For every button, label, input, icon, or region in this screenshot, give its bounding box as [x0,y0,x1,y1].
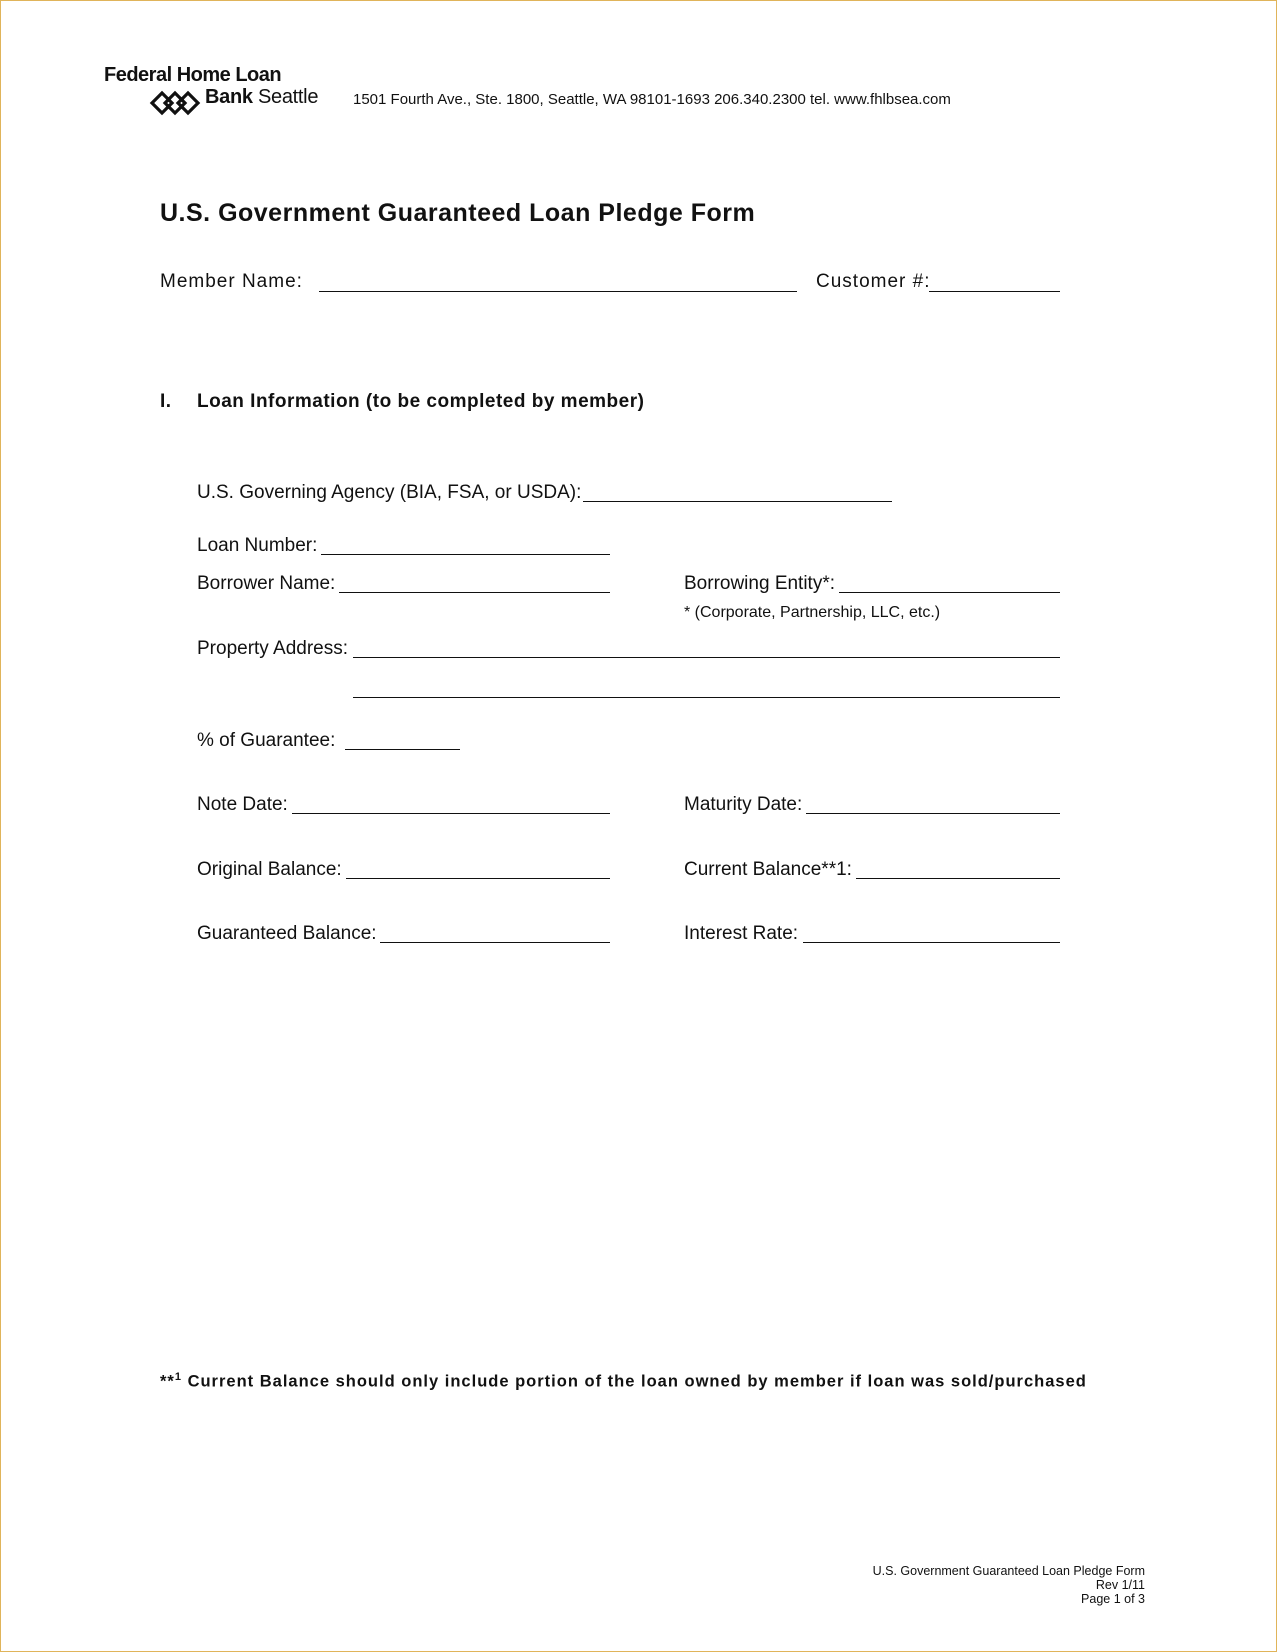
loan-number-label: Loan Number: [197,535,318,556]
footer-rev: Rev 1/11 [1095,1578,1145,1592]
footnote-sup: 1 [174,1371,182,1383]
customer-number-label: Customer #: [816,271,931,292]
header-address: 1501 Fourth Ave., Ste. 1800, Seattle, WA 98101-1693 206.340.2300 tel. www.fhlbsea.com [353,91,951,108]
maturity-date-field[interactable] [806,813,1060,814]
logo-line2 [205,86,318,109]
current-balance-label: Current Balance**1: [684,859,852,880]
customer-number-field[interactable] [929,291,1060,292]
original-balance-field[interactable] [346,878,610,879]
agency-field[interactable] [583,501,892,502]
logo-mark-icon [149,88,201,118]
logo-bank: Bank [205,86,253,108]
property-address-field-1[interactable] [353,657,1060,658]
original-balance-label: Original Balance: [197,859,342,880]
footnote-text: Current Balance should only include portion of the loan owned by member if loan was sold/purchased [187,1372,1087,1391]
borrower-name-field[interactable] [339,592,610,593]
guarantee-percent-label: % of Guarantee: [197,730,336,751]
property-address-field-2[interactable] [353,697,1060,698]
footer-page: Page 1 of 3 [1081,1592,1145,1606]
member-name-label: Member Name: [160,271,303,292]
guaranteed-balance-field[interactable] [380,942,610,943]
borrower-name-label: Borrower Name: [197,573,336,594]
note-date-field[interactable] [292,813,610,814]
section-title: Loan Information (to be completed by member) [197,391,645,412]
interest-rate-field[interactable] [803,942,1060,943]
logo-line1: Federal Home Loan [104,64,282,86]
loan-number-field[interactable] [321,554,610,555]
footnote-marker: ** [160,1372,175,1391]
current-balance-field[interactable] [856,878,1060,879]
borrowing-entity-field[interactable] [839,592,1060,593]
property-address-label: Property Address: [197,638,349,659]
entity-note: * (Corporate, Partnership, LLC, etc.) [684,604,941,621]
footnote [160,1371,1087,1392]
footer-form-name: U.S. Government Guaranteed Loan Pledge Form [872,1564,1145,1578]
borrowing-entity-label: Borrowing Entity*: [684,573,836,594]
guaranteed-balance-label: Guaranteed Balance: [197,923,377,944]
maturity-date-label: Maturity Date: [684,794,803,815]
member-name-field[interactable] [319,291,797,292]
logo-seattle: Seattle [257,86,319,108]
agency-label: U.S. Governing Agency (BIA, FSA, or USDA): [197,482,582,503]
note-date-label: Note Date: [197,794,288,815]
interest-rate-label: Interest Rate: [684,923,799,944]
section-number: I. [160,391,172,412]
guarantee-percent-field[interactable] [345,749,460,750]
form-title: U.S. Government Guaranteed Loan Pledge Form [160,199,756,227]
